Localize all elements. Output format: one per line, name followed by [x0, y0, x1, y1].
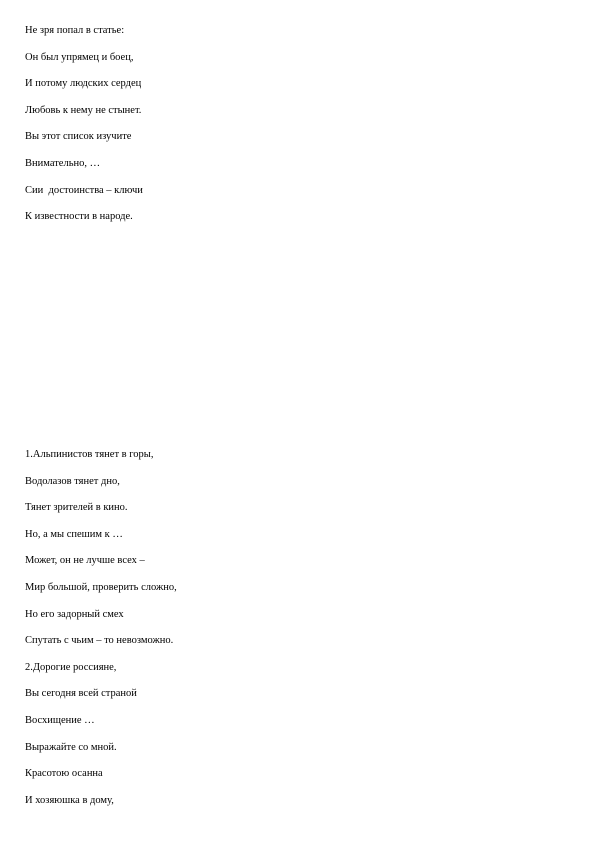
text-line: И потому людских сердец [25, 78, 142, 90]
text-line: Вы этот список изучите [25, 131, 132, 143]
text-line: Любовь к нему не стынет. [25, 104, 142, 116]
poem-stanza-top [25, 24, 143, 237]
text-line: Внимательно, … [25, 157, 101, 169]
text-line: Не зря попал в статье: [25, 25, 125, 36]
text-line: 1.Альпинистов тянет в горы, [25, 449, 154, 460]
text-line: Может, он не лучше всех – [25, 555, 145, 567]
text-line: Он был упрямец и боец, [25, 51, 134, 63]
text-line: К известности в народе. [25, 211, 133, 223]
text-line: Сии достоинства – ключи [25, 184, 143, 196]
text-line: Мир большой, проверить сложно, [25, 581, 177, 593]
text-line: Но, а мы спешим к … [25, 528, 123, 540]
text-line: Водолазов тянет дно, [25, 475, 120, 487]
text-line: 2.Дорогие россияне, [25, 661, 117, 673]
riddle-list [25, 448, 177, 820]
text-line: Спутать с чьим – то невозможно. [25, 635, 174, 647]
text-line: Вы сегодня всей страной [25, 688, 137, 700]
text-line: И хозяюшка в дому, [25, 794, 114, 806]
text-line: Тянет зрителей в кино. [25, 502, 128, 514]
text-line: Восхищение … [25, 714, 95, 726]
text-line: Выражайте со мной. [25, 741, 117, 753]
text-line: Но его задорный смех [25, 608, 124, 620]
text-line: Красотою осанна [25, 768, 103, 780]
